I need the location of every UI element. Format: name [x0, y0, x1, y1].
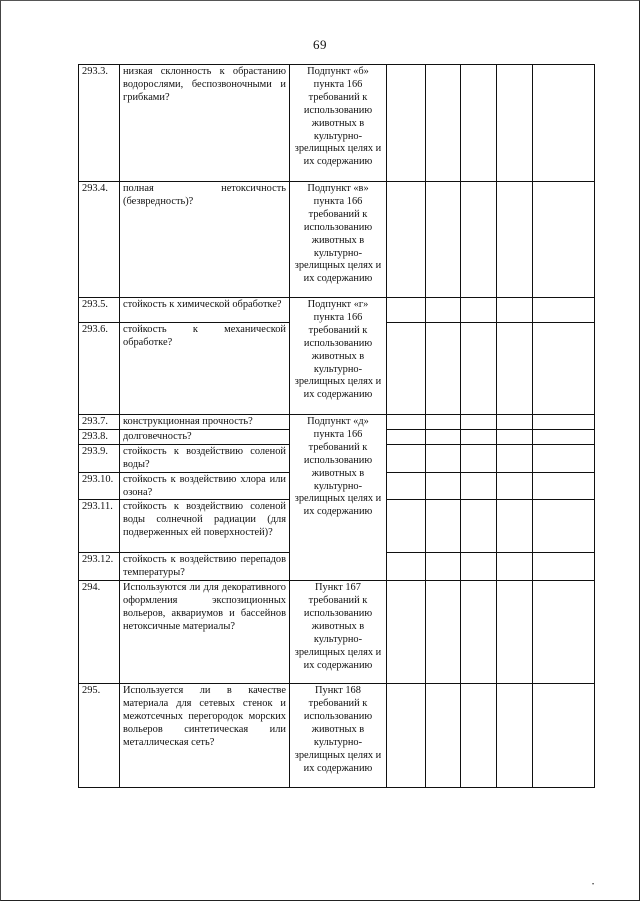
answer-cell: [461, 65, 497, 182]
answer-cell: [387, 581, 426, 684]
page-number: 69: [313, 37, 327, 52]
item-number: 293.4.: [79, 182, 120, 298]
answer-cell: [533, 65, 595, 182]
answer-cell: [461, 415, 497, 430]
question-text: долговечность?: [120, 429, 290, 444]
answer-cell: [387, 553, 426, 581]
answer-cell: [497, 684, 533, 788]
question-text: стойкость к воздействию перепадов температуры?: [120, 553, 290, 581]
answer-cell: [387, 415, 426, 430]
table-row: [79, 298, 595, 323]
answer-cell: [497, 553, 533, 581]
answer-cell: [426, 182, 461, 298]
item-number: 293.6.: [79, 323, 120, 415]
requirement-reference: Пункт 168 требований к использованию животных в культурно-зрелищных целях и их содержанию: [290, 684, 387, 788]
question-text: стойкость к воздействию соленой воды?: [120, 444, 290, 472]
answer-cell: [497, 323, 533, 415]
question-text: Используется ли в качестве материала для сетевых стенок и межотсечных перегородок морских вольеров синтетическая или металлическая сеть?: [120, 684, 290, 788]
answer-cell: [533, 500, 595, 553]
answer-cell: [426, 500, 461, 553]
table-row: [79, 65, 595, 182]
item-number: 293.8.: [79, 429, 120, 444]
item-number: 294.: [79, 581, 120, 684]
answer-cell: [497, 444, 533, 472]
item-number: 293.5.: [79, 298, 120, 323]
answer-cell: [533, 429, 595, 444]
item-number: 293.3.: [79, 65, 120, 182]
table-row: [79, 182, 595, 298]
table-row: [79, 581, 595, 684]
checklist-table: [78, 64, 595, 788]
answer-cell: [497, 298, 533, 323]
answer-cell: [461, 323, 497, 415]
answer-cell: [461, 553, 497, 581]
answer-cell: [387, 429, 426, 444]
answer-cell: [426, 684, 461, 788]
answer-cell: [461, 684, 497, 788]
answer-cell: [497, 65, 533, 182]
answer-cell: [426, 323, 461, 415]
answer-cell: [387, 65, 426, 182]
answer-cell: [533, 684, 595, 788]
item-number: 295.: [79, 684, 120, 788]
answer-cell: [426, 472, 461, 500]
answer-cell: [533, 472, 595, 500]
answer-cell: [387, 298, 426, 323]
answer-cell: [497, 182, 533, 298]
answer-cell: [497, 500, 533, 553]
requirement-reference: Подпункт «б» пункта 166 требований к использованию животных в культурно-зрелищных целях и их содержанию: [290, 65, 387, 182]
answer-cell: [533, 581, 595, 684]
answer-cell: [497, 581, 533, 684]
answer-cell: [497, 415, 533, 430]
table-row: [79, 415, 595, 430]
question-text: стойкость к механической обработке?: [120, 323, 290, 415]
answer-cell: [461, 444, 497, 472]
question-text: стойкость к воздействию хлора или озона?: [120, 472, 290, 500]
answer-cell: [387, 182, 426, 298]
answer-cell: [533, 323, 595, 415]
answer-cell: [461, 298, 497, 323]
answer-cell: [426, 429, 461, 444]
question-text: низкая склонность к обрастанию водорослями, беспозвоночными и грибками?: [120, 65, 290, 182]
question-text: Используются ли для декоративного оформления экспозиционных вольеров, аквариумов и бассейнов нетоксичные материалы?: [120, 581, 290, 684]
answer-cell: [533, 415, 595, 430]
answer-cell: [426, 553, 461, 581]
question-text: стойкость к химической обработке?: [120, 298, 290, 323]
answer-cell: [387, 500, 426, 553]
scan-dot: •: [592, 882, 595, 888]
answer-cell: [461, 500, 497, 553]
answer-cell: [497, 472, 533, 500]
item-number: 293.11.: [79, 500, 120, 553]
answer-cell: [533, 444, 595, 472]
question-text: стойкость к воздействию соленой воды солнечной радиации (для подверженных ей поверхностей)?: [120, 500, 290, 553]
answer-cell: [461, 581, 497, 684]
answer-cell: [533, 553, 595, 581]
answer-cell: [426, 581, 461, 684]
requirement-reference: Подпункт «д» пункта 166 требований к использованию животных в культурно-зрелищных целях и их содержанию: [290, 415, 387, 581]
requirement-reference: Подпункт «г» пункта 166 требований к использованию животных в культурно-зрелищных целях и их содержанию: [290, 298, 387, 415]
answer-cell: [533, 182, 595, 298]
answer-cell: [497, 429, 533, 444]
answer-cell: [426, 298, 461, 323]
requirement-reference: Подпункт «в» пункта 166 требований к использованию животных в культурно-зрелищных целях и их содержанию: [290, 182, 387, 298]
answer-cell: [426, 444, 461, 472]
question-text: полная нетоксичность (безвредность)?: [120, 182, 290, 298]
answer-cell: [426, 415, 461, 430]
item-number: 293.7.: [79, 415, 120, 430]
question-text: конструкционная прочность?: [120, 415, 290, 430]
answer-cell: [461, 429, 497, 444]
item-number: 293.12.: [79, 553, 120, 581]
answer-cell: [387, 684, 426, 788]
answer-cell: [387, 472, 426, 500]
requirement-reference: Пункт 167 требований к использованию животных в культурно-зрелищных целях и их содержанию: [290, 581, 387, 684]
answer-cell: [387, 323, 426, 415]
answer-cell: [461, 182, 497, 298]
answer-cell: [461, 472, 497, 500]
item-number: 293.10.: [79, 472, 120, 500]
answer-cell: [387, 444, 426, 472]
answer-cell: [533, 298, 595, 323]
answer-cell: [426, 65, 461, 182]
item-number: 293.9.: [79, 444, 120, 472]
table-row: [79, 684, 595, 788]
